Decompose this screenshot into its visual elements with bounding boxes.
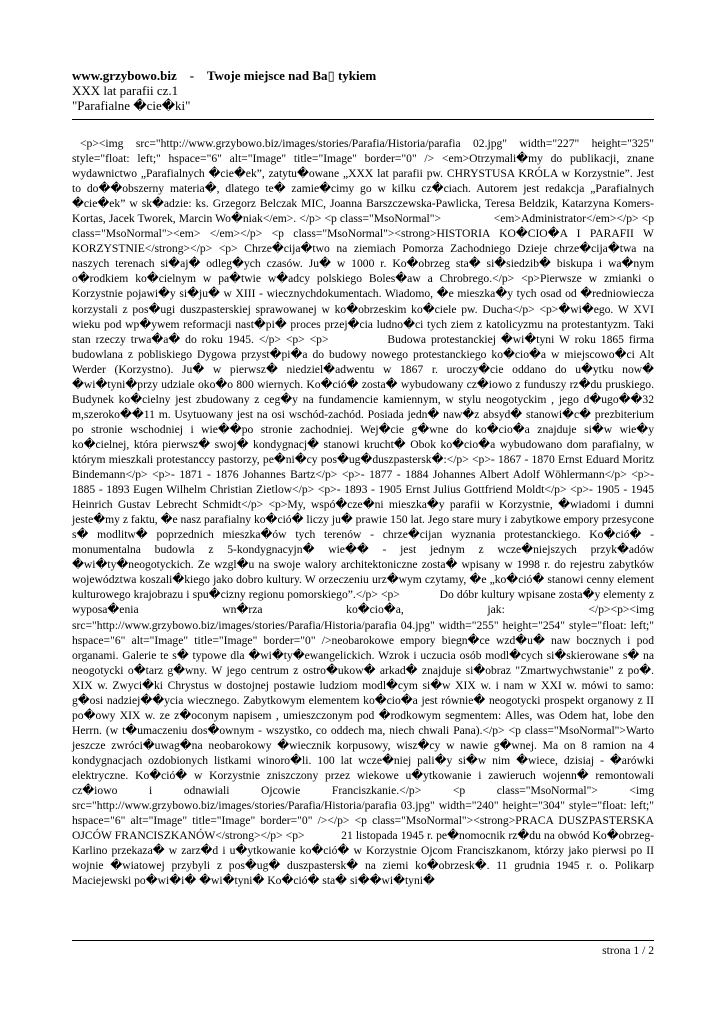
footer-divider	[72, 940, 654, 941]
document-page	[72, 0, 654, 1024]
article-subtitle: "Parafialne �cie�ki"	[72, 98, 191, 113]
page-header	[72, 68, 654, 113]
header-divider	[72, 119, 654, 120]
article-raw-text: <p><img src="http://www.grzybowo.biz/images/stories/Parafia/Historia/parafia 02.jpg" width="227" height="325" style="float: left;" hspace="6" alt="Image" title="Image" border="0" /> <em>Otrzymali�my do publikacji, znane wydawnictwo „Parafialnych �cie�ek”, zatytu�owane „XXX lat parafii pw. CHRYSTUSA KRÓLA w Korzystnie”. Jest to do��obszerny materia�, dlatego te� zamie�cimy go w kilku cz�ciach. Autorem jest redakcja „Parafialnych �cie�ek” w sk�adzie: ks. Grzegorz Belczak MIC, Joanna Barszczewska-Pawlicka, Teresa Beldzik, Katarzyna Komers-Kortas, Jacek Tworek, Marcin Wo�niak</em>. </p> <p class="MsoNormal"> <em>Administrator</em></p> <p class="MsoNormal"><em> </em></p> <p class="MsoNormal"><strong>HISTORIA KO�CIO�A I PARAFII W KORZYSTNIE</strong></p> <p> Chrze�cija�two na ziemiach Pomorza Zachodniego Dzieje chrze�cija�twa na naszych terenach si�aj� odleg�ych czasów. Ju� w 1000 r. Ko�obrzeg sta� si�siedzib� biskupa i wa�nym o�rodkiem ko�cielnym w pa�twie w�adcy polskiego Boles�aw a Chrobrego.</p> <p>Pierwsze w zmianki o Korzystnie pojawi�y si�ju� w XIII - wiecznychdokumentach. Wiadomo, �e mieszka�y tych osad od �redniowiecza korzystali z pos�ugi duszpasterskiej sprawowanej w ko�obrzeskim ko�ciele pw. Ducha</p> <p>�wi�ego. W XVI wieku pod wp�ywem reformacji nast�pi� proces przej�cia ludno�ci tych ziem z katolicyzmu na protestantyzm. Taki stan rzeczy trwa�a� do roku 1945. </p> <p> <p> Budowa protestanckiej �wi�tyni W roku 1865 firma budowlana z pobliskiego Dygowa przyst�pi�a do budowy nowego protestanckiego ko�cio�a w miejscowo�ci Alt Werder (Korzystno). Ju� w pierwsz� niedziel�adwentu w 1867 r. uroczy�cie oddano do u�ytku now� �wi�tyni�przy udziale oko�o 800 wiernych. Ko�ció� zosta� wybudowany cz�iowo z funduszy rz�du pruskiego. Budynek ko�cielny jest zbudowany z ceg�y na fundamencie kamiennym, w stylu neogotyckim , jego d�ugo��32 m,szeroko��11 m. Usytuowany jest na osi wschód-zachód. Posiada jedn� naw�z absyd� stanowi�c� prezbiterium po stronie wschodniej i wie��po stronie zachodniej. Wej�cie g�wne do ko�cio�a znajduje si�w wie�y ko�cielnej, która pierwsz� swoj� kondygnacj� stanowi krucht� Obok ko�cio�a wybudowano dom parafialny, w którym mieszkali protestanccy pastorzy, pe�ni�cy pos�ug�duszpastersk�:</p> <p>- 1867 - 1870 Ernst Eduard Moritz Bindemann</p> <p>- 1871 - 1876 Johannes Bartz</p> <p>- 1877 - 1884 Johannes Albert Adolf Wöhlermann</p> <p>- 1885 - 1893 Eugen Wilhelm Christian Zietlow</p> <p>- 1893 - 1905 Ernst Julius Gottfriend Moldt</p> <p>- 1905 - 1945 Heinrich Gustav Lebrecht Schmidt</p> <p>My, wspó�cze�ni mieszka�y parafii w Korzystnie, �wiadomi i dumni jeste�my z faktu, �e nasz parafialny ko�ció� liczy ju� prawie 150 lat. Jego stare mury i zabytkowe empory przesycone s� modlitw� poprzednich mieszka�ów tych terenów - chrze�cijan wyznania protestanckiego. Ko�ció� - monumentalna budowla z 5-kondygnacyjn� wie�� - jest jednym z wcze�niejszych przyk�adów �wi�ty�neogotyckich. Ze wzgl�u na swoje walory architektoniczne zosta� wpisany w 1998 r. do rejestru zabytków województwa koszali�kiego jako dobro kultury. W orzeczeniu urz�wym czytamy, �e „ko�ció� stanowi cenny element kulturowego krajobrazu i spu�cizny regionu pomorskiego”.</p> <p> Do dóbr kultury wpisane zosta�y elementy z wyposa�enia wn�rza ko�cio�a, jak: </p><p><img src="http://www.grzybowo.biz/images/stories/Parafia/Historia/parafia 04.jpg" width="255" height="254" style="float: left;" hspace="6" alt="Image" title="Image" border="0" />neobarokowe empory biegn�ce wzd�u� naw bocznych i pod organami. Galerie te s� typowe dla �wi�ty�ewangelickich. Wzrok i uczucia osób modl�cych si�skierowane s� na neogotycki o�tarz g�wny. W jego centrum z ostro�ukow� arkad� znajduje si�obraz "Zmartwychwstanie" z po�. XIX w. Zwyci�ki Chrystus w dostojnej postawie ludziom modl�cym si�w XIX w. i nam w XXI w. mówi to samo: g�osi nadziej��ycia wiecznego. Zabytkowym elementem ko�cio�a jest równie� neogotycki prospekt organowy z II po�owy XIX w. ze z�oconym napisem , umieszczonym pod �rodkowym segmentem: Alles, was Odem hat, lobe den Herrn. (w t�umaczeniu dos�ownym - wszystko, co oddech ma, niech chwali Pana).</p> <p class="MsoNormal">Warto jeszcze zwróci�uwag�na neobarokowy �wiecznik korpusowy, wisz�cy w nawie g�wnej. Ma on 8 ramion na 4 kondygnacjach ozdobionych listkami winoro�li. 100 lat wcze�niej pali�y si�w nim �wiece, dzisiaj - �arówki elektryczne. Ko�ció� w Korzystnie zniszczony przez wiekowe u�ytkowanie i zawieruch wojenn� remontowali cz�iowo i odnawiali Ojcowie Franciszkanie.</p> <p class="MsoNormal"> <img src="http://www.grzybowo.biz/images/stories/Parafia/Historia/parafia 03.jpg" width="240" height="304" style="float: left;" hspace="6" alt="Image" title="Image" border="0" /></p> <p class="MsoNormal"><strong>PRACA DUSZPASTERSKA OJCÓW FRANCISZKANÓW</strong></p> <p> 21 listopada 1945 r. pe�nomocnik rz�du na obwód Ko�obrzeg-Karlino przekaza� w zarz�d i u�ytkowanie ko�ció� w Korzystnie Ojcom Franciszkanom, którzy jako pierwsi po II wojnie �wiatowej przybyli z pos�ug� duszpastersk� na ziemi ko�obrzesk�. 11 grudnia 1945 r. o. Polikarp Maciejewski po�wi�i� �wi�tyni� Ko�ció� sta� si��wi�tyni�	[72, 137, 654, 888]
page-footer	[72, 944, 654, 957]
site-url: www.grzybowo.biz	[72, 68, 177, 83]
site-title-line	[72, 68, 654, 83]
title-separator: -	[189, 68, 195, 83]
article-body	[72, 136, 654, 888]
article-title: XXX lat parafii cz.1	[72, 83, 179, 98]
page-number: strona 1 / 2	[602, 944, 654, 957]
site-tagline: Twoje miejsce nad Ba▯ tykiem	[206, 68, 377, 83]
